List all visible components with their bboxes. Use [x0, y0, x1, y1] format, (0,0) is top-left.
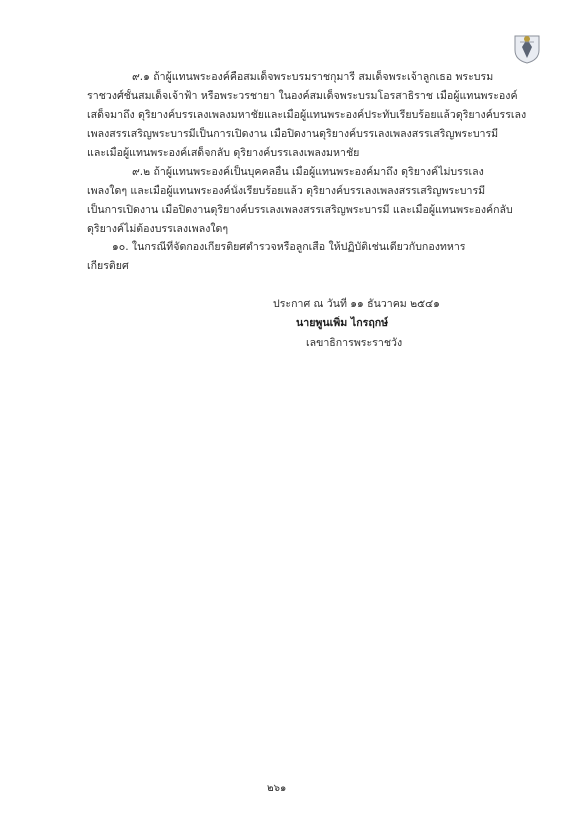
- paragraph-9-2-line-3: เป็นการเปิดงาน เมื่อปิดงานดุริยางค์บรรเลงเพลงสรรเสริญพระบารมี และเมื่อผู้แทนพระองค์กลับ: [87, 204, 513, 216]
- paragraph-9-1-line-5: และเมื่อผู้แทนพระองค์เสด็จกลับ ดุริยางค์บรรเลงเพลงมหาชัย: [87, 147, 360, 159]
- signature-date: ประกาศ ณ วันที่ ๑๑ ธันวาคม ๒๕๔๑: [273, 298, 440, 310]
- paragraph-9-2-line-1: ๙.๒ ถ้าผู้แทนพระองค์เป็นบุคคลอื่น เมื่อผู้แทนพระองค์มาถึง ดุริยางค์ไม่บรรเลง: [132, 166, 484, 178]
- signatory-name: นายพูนเพิ่ม ไกรฤกษ์: [296, 317, 389, 329]
- paragraph-10-line-2: เกียรติยศ: [87, 260, 129, 272]
- page-number: ๒๖๑: [267, 783, 287, 794]
- paragraph-9-2-line-4: ดุริยางค์ไม่ต้องบรรเลงเพลงใดๆ: [87, 223, 229, 235]
- signatory-title: เลขาธิการพระราชวัง: [306, 337, 403, 349]
- paragraph-9-1-line-4: เพลงสรรเสริญพระบารมีเป็นการเปิดงาน เมื่อปิดงานดุริยางค์บรรเลงเพลงสรรเสริญพระบารมี: [87, 128, 499, 140]
- paragraph-9-1-line-1: ๙.๑ ถ้าผู้แทนพระองค์คือสมเด็จพระบรมราชกุมารี สมเด็จพระเจ้าลูกเธอ พระบรม: [132, 71, 494, 83]
- paragraph-9-2-line-2: เพลงใดๆ และเมื่อผู้แทนพระองค์นั่งเรียบร้อยแล้ว ดุริยางค์บรรเลงเพลงสรรเสริญพระบารมี: [87, 185, 486, 197]
- paragraph-9-1-line-2: ราชวงศ์ชั้นสมเด็จเจ้าฟ้า หรือพระวรชายา ในองค์สมเด็จพระบรมโอรสาธิราช เมื่อผู้แทนพระองค์: [87, 90, 518, 102]
- paragraph-10-line-1: ๑๐. ในกรณีที่จัดกองเกียรติยศตำรวจหรือลูกเสือ ให้ปฏิบัติเช่นเดียวกับกองทหาร: [112, 241, 466, 253]
- royal-emblem-icon: [512, 30, 542, 64]
- paragraph-9-1-line-3: เสด็จมาถึง ดุริยางค์บรรเลงเพลงมหาชัยและเมื่อผู้แทนพระองค์ประทับเรียบร้อยแล้วดุริยางค์บรรเลง: [87, 109, 527, 121]
